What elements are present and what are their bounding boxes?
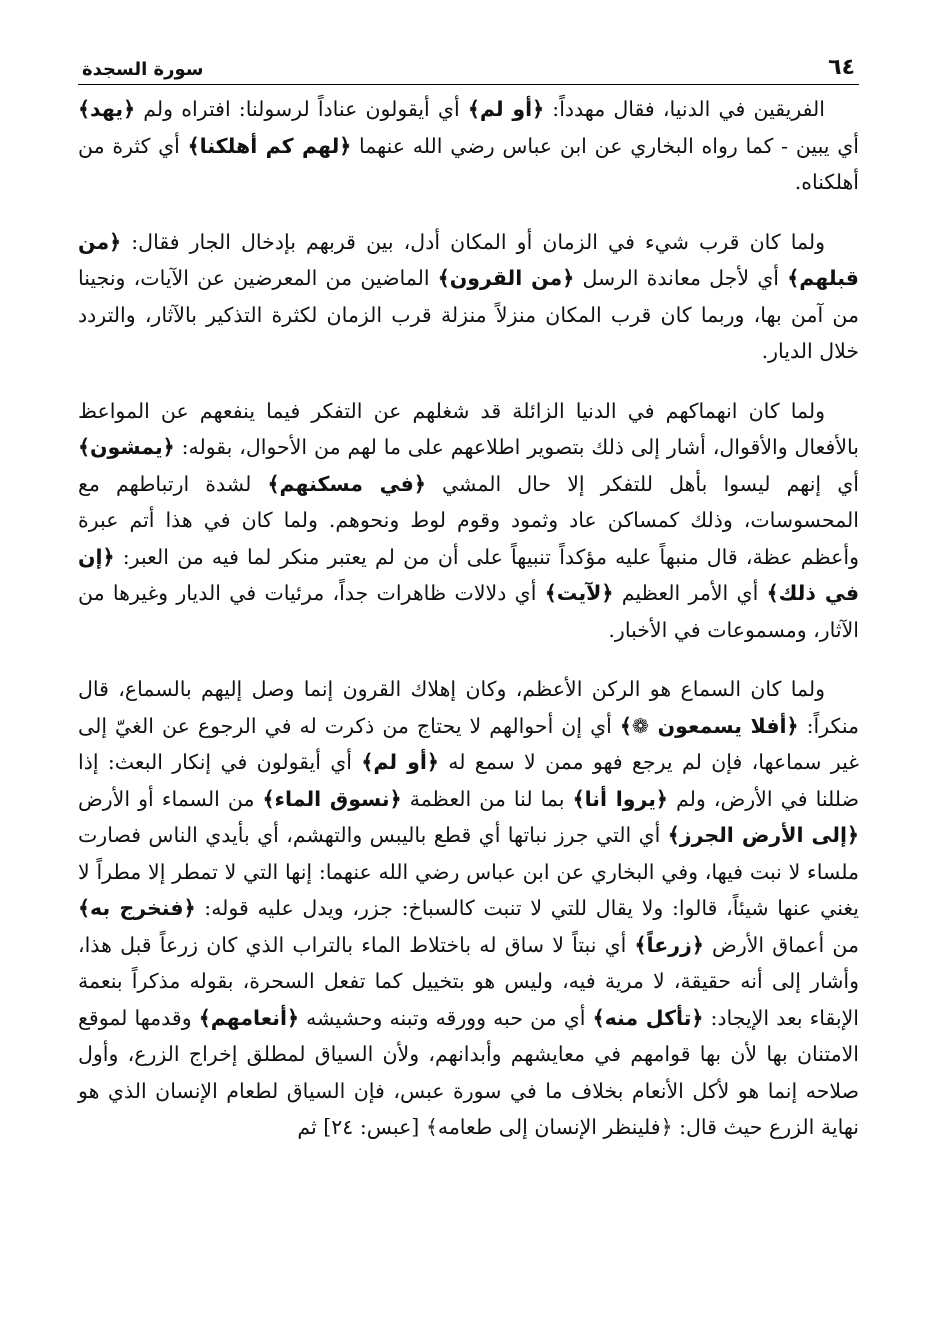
commentary-text: من السماء أو الأرض	[78, 786, 263, 811]
quran-quote: ﴿يهد﴾	[78, 97, 136, 121]
commentary-text: أي دلالات ظاهرات جداً، مرئيات في الديار وغيرها من الآثار، ومسموعات في الأخبار.	[78, 581, 859, 642]
commentary-text: أي التي جرز نباتها أي قطع باليبس والتهشم، أي بأيدي الناس فصارت ملساء لا نبت فيها، وفي البخاري عن ابن عباس رضي الله عنهما: إنها التي لا تمطر إلا مطراً لا يغني عنها شيئاً، قالوا: ولا يقال للتي لا تنبت كالسباخ: جزر، ويدل عليه قوله:	[78, 823, 859, 920]
quran-quote: ﴿من قبلهم﴾	[78, 229, 859, 290]
commentary-text: أي أيقولون في إنكار البعث: إذا ضللنا في الأرض، ولم	[78, 750, 859, 811]
commentary-text: أي لأجل معاندة الرسل	[574, 266, 788, 290]
quran-quote: ﴿أو لم﴾	[361, 750, 439, 774]
commentary-text: أي من حبه وورقه وتبنه وحشيشه	[299, 1005, 593, 1030]
commentary-text: ولما كان انهماكهم في الدنيا الزائلة قد شغلهم عن التفكر فيما ينفعهم عن المواعظ بالأفعال والأقوال، أشار إلى ذلك بتصوير اطلاعهم على ما لهم من الأحوال، بقوله:	[78, 398, 859, 459]
commentary-text: أي أيقولون عناداً لرسولنا: افتراه ولم	[135, 97, 468, 121]
commentary-text: أي الأمر العظيم	[613, 581, 767, 605]
commentary-text: لشدة ارتباطهم مع المحسوسات، وذلك كمساكن عاد وثمود وقوم لوط ونحوهم. ولما كان في هذا أتم عبرة وأعظم عظة، قال منبهاً عليه مؤكداً تنبيهاً على أن من لم يعتبر منكر لما فيه من العبر:	[78, 471, 859, 569]
quran-quote: ﴿إلى الأرض الجرز﴾	[667, 823, 859, 847]
quran-quote: ﴿يمشون﴾	[78, 435, 175, 459]
commentary-text: الماضين من المعرضين عن الآيات، ونجينا من آمن بها، وربما كان قرب المكان منزلاً منزلة قرب الزمان لكثرة التذكير بالآثار، والتردد خلال الديار.	[78, 266, 859, 363]
quran-quote: ﴿يروا أنا﴾	[572, 786, 668, 811]
commentary-text: من أعماق الأرض	[703, 932, 859, 957]
paragraph	[78, 224, 859, 370]
commentary-text: ولما كان السماع هو الركن الأعظم، وكان إهلاك القرون إنما وصل إليهم بالسماع، قال منكراً:	[78, 677, 860, 738]
quran-quote: ﴿لآيت﴾	[544, 581, 614, 605]
commentary-text: أي نبتاً لا ساق له باختلاط الماء بالتراب الذي كان زرعاً قبل هذا، وأشار إلى أنه حقيقة، لا مرية فيه، وليس هو بتخييل كما تفعل السحرة، بقوله مذكراً بنعمة الإبقاء بعد الإيجاد:	[78, 932, 859, 1030]
quran-quote: ﴿نسوق الماء﴾	[262, 786, 402, 811]
quran-quote: ﴿أفلا يسمعون ❁﴾	[619, 713, 799, 738]
paragraph	[78, 393, 859, 649]
commentary-text: أي كثرة من أهلكناه.	[78, 133, 859, 194]
quran-quote: ﴿زرعاً﴾	[634, 932, 704, 957]
commentary-text: وقدمها لموقع الامتنان بها لأن بها قوامهم في معايشهم وأبدانهم، ولأن السياق لمطلق إخراج الزرع، وأول صلاحه إنما هو لأكل الأنعام بخلاف ما في سورة عبس، فإن السياق لطعام الإنسان الذي هو نهاية الزرع حيث قال: ﴿فلينظر الإنسان إلى طعامه﴾ [عبس: ٢٤] ثم	[78, 1005, 859, 1139]
commentary-text: أي إنهم ليسوا بأهل للتفكر إلا حال المشي	[425, 471, 859, 496]
quran-quote: ﴿أو لم﴾	[467, 97, 545, 121]
quran-quote: ﴿أنعامهم﴾	[198, 1005, 300, 1030]
page-header	[78, 40, 859, 85]
commentary-text: ولما كان قرب شيء في الزمان أو المكان أدل، بين قربهم بإدخال الجار فقال:	[121, 229, 825, 254]
quran-quote: ﴿فنخرج به﴾	[78, 896, 196, 920]
paragraph	[78, 671, 859, 1146]
quran-quote: ﴿إن في ذلك﴾	[78, 544, 859, 605]
commentary-text: بما لنا من العظمة	[401, 786, 573, 811]
quran-quote: ﴿لهم كم أهلكنا﴾	[187, 133, 352, 158]
paragraph	[78, 91, 859, 201]
commentary-text: الفريقين في الدنيا، فقال مهدداً:	[544, 97, 825, 121]
quran-quote: ﴿من القرون﴾	[437, 266, 575, 290]
page-number: ٦٤	[828, 55, 855, 80]
surah-title: سورة السجدة	[82, 59, 204, 80]
quran-quote: ﴿تأكل منه﴾	[592, 1005, 704, 1030]
page-body	[78, 91, 859, 1146]
quran-quote: ﴿في مسكنهم﴾	[267, 471, 426, 496]
commentary-text: أي إن أحوالهم لا يحتاج من ذكرت له في الرجوع عن الغيّ إلى غير سماعها، فإن لم يرجع فهو ممن لا سمع له	[78, 713, 860, 774]
commentary-text: أي يبين - كما رواه البخاري عن ابن عباس رضي الله عنهما	[351, 133, 859, 158]
